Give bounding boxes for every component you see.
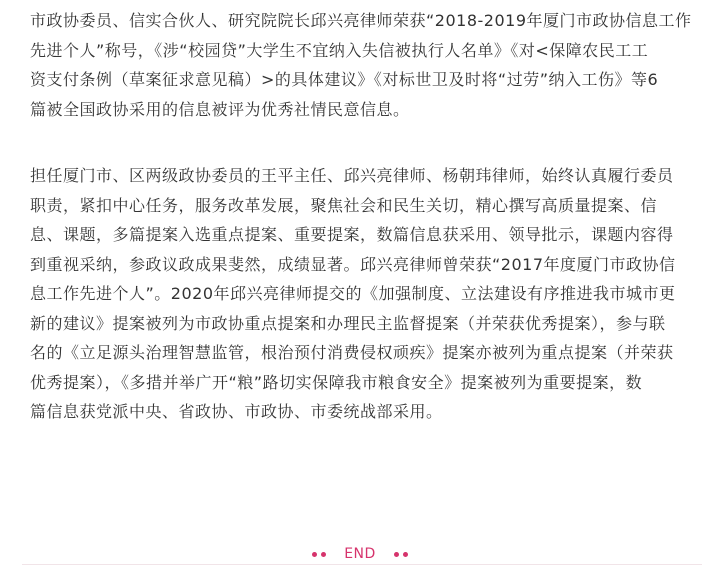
paragraph-committee-work: [30, 161, 695, 427]
text-line: 新的建议》提案被列为市政协重点提案和办理民主监督提案（并荣获优秀提案），参与联: [30, 313, 666, 333]
right-dots-icon: [392, 552, 410, 557]
text-line: 息工作先进个人”。2020年邱兴亮律师提交的《加强制度、立法建设有序推进我市城市更: [30, 284, 676, 303]
end-divider: [0, 540, 720, 568]
dot-icon: [321, 552, 326, 557]
text-line: 担任厦门市、区两级政协委员的王平主任、邱兴亮律师、杨朝玮律师，始终认真履行委员: [30, 166, 674, 185]
text-line: 优秀提案），《多措并举广开“粮”路切实保障我市粮食安全》提案被列为重要提案，数: [30, 372, 643, 392]
text-line: 市政协委员、信实合伙人、研究院院长邱兴亮律师荣获“2018-2019年厦门市政协信息工作: [30, 11, 692, 30]
dot-icon: [312, 552, 317, 557]
text-line: 篇被全国政协采用的信息被评为优秀社情民意信息。: [30, 99, 410, 119]
text-line: 篇信息获党派中央、省政协、市政协、市委统战部采用。: [30, 402, 443, 421]
article-body: [30, 6, 695, 427]
text-line: 资支付条例（草案征求意见稿）>的具体建议》《对标世卫及时将“过劳”纳入工伤》等6: [30, 70, 659, 89]
dot-icon: [394, 552, 399, 557]
text-line: 职责，紧扣中心任务，服务改革发展，聚焦社会和民生关切，精心撰写高质量提案、信: [30, 195, 658, 215]
paragraph-honors: [30, 6, 695, 124]
text-line: 名的《立足源头治理智慧监管，根治预付消费侵权顽疾》提案亦被列为重点提案（并荣获: [30, 343, 674, 362]
text-line: 息、课题，多篇提案入选重点提案、重要提案，数篇信息获采用、领导批示，课题内容得: [30, 225, 674, 244]
divider-line: [22, 564, 702, 565]
end-label: END: [344, 546, 376, 562]
left-dots-icon: [310, 552, 328, 557]
text-line: 到重视采纳，参政议政成果斐然，成绩显著。邱兴亮律师曾荣获“2017年度厦门市政协信: [30, 254, 676, 274]
dot-icon: [403, 552, 408, 557]
text-line: 先进个人”称号，《涉“校园贷”大学生不宜纳入失信被执行人名单》《对<保障农民工工: [30, 40, 649, 60]
